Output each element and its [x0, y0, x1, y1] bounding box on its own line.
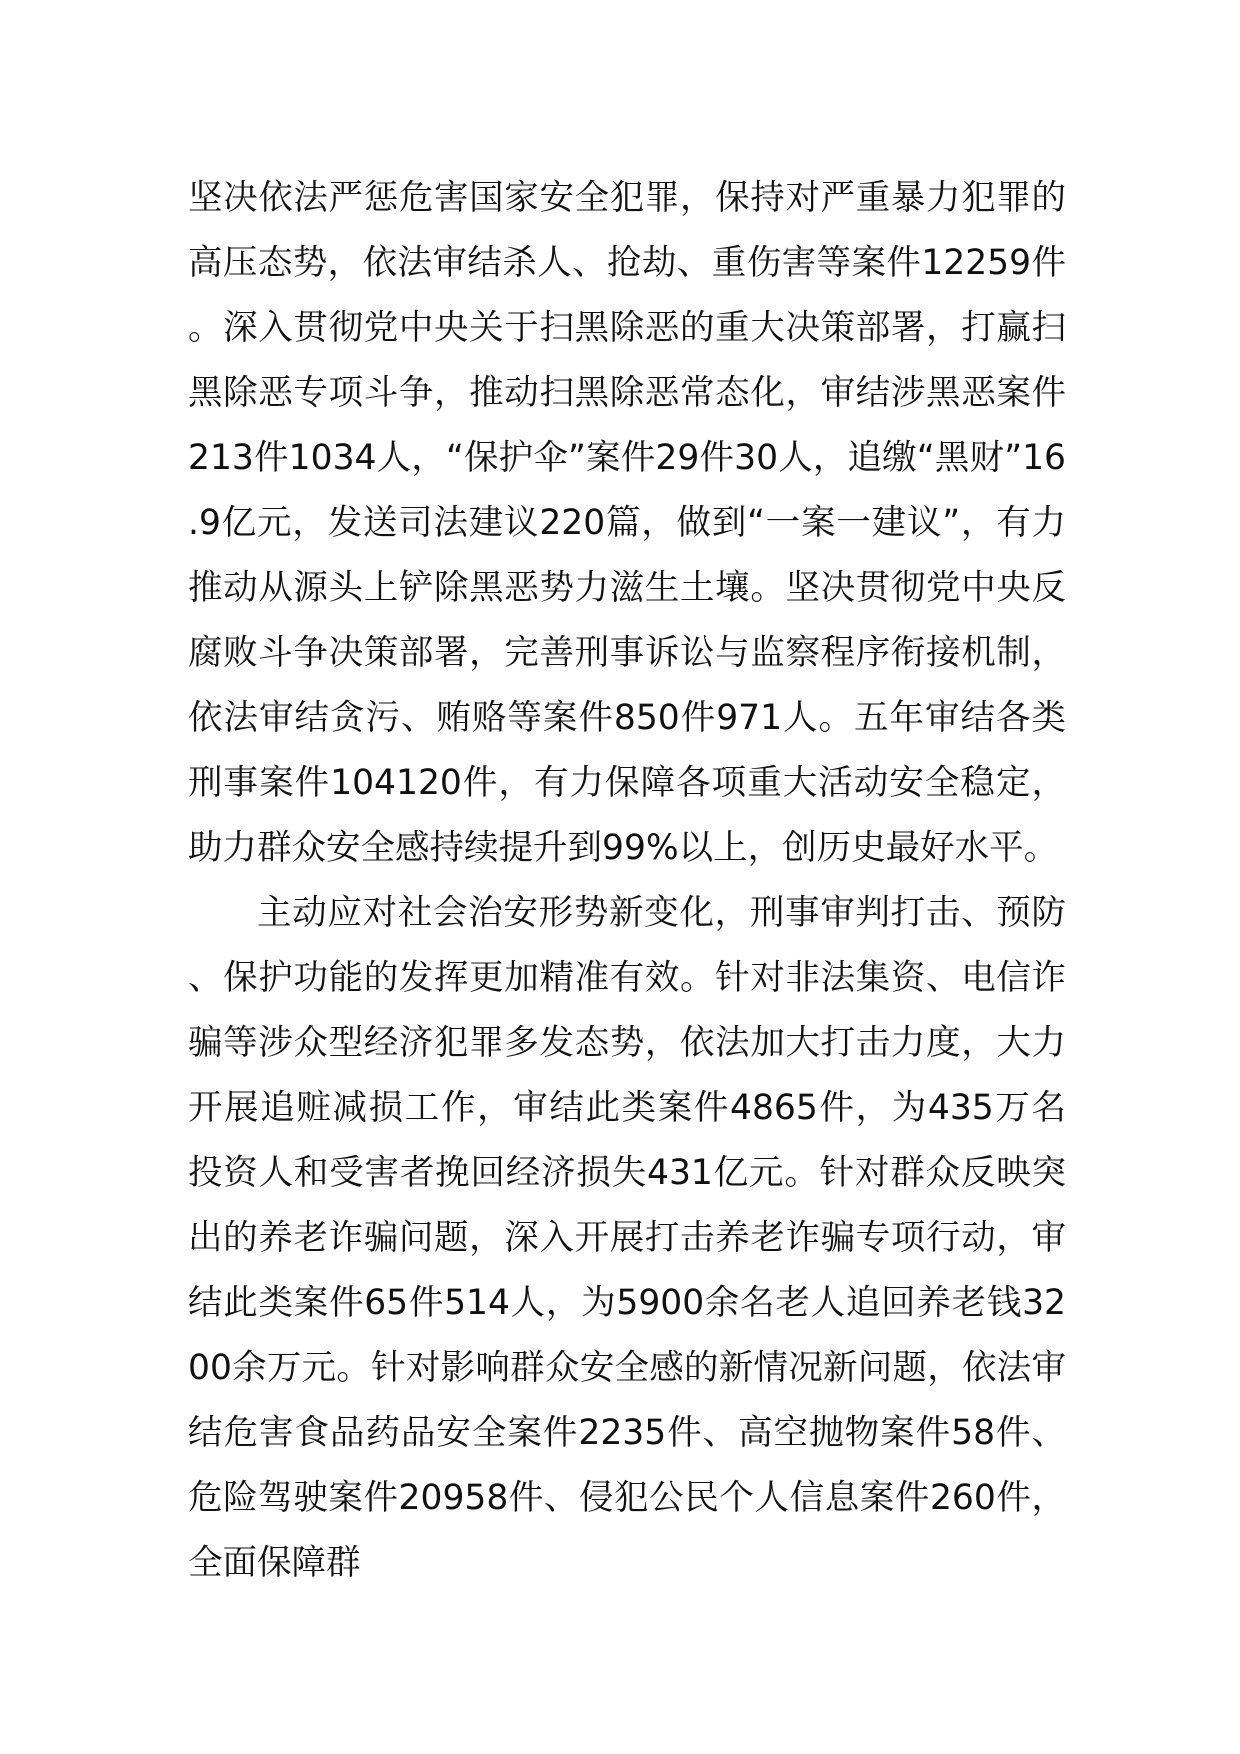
paragraph-criminal-trial: 主动应对社会治安形势新变化，刑事审判打击、预防、保护功能的发挥更加精准有效。针对非法集资、电信诈骗等涉众型经济犯罪多发态势，依法加大打击力度，大力开展追赃减损工作，审结此类案件4865件，为435万名投资人和受害者挽回经济损失431亿元。针对群众反映突出的养老诈骗问题，深入开展打击养老诈骗专项行动，审结此类案件65件514人，为5900余名老人追回养老钱3200余万元。针对影响群众安全感的新情况新问题，依法审结危害食品药品安全案件2235件、高空抛物案件58件、危险驾驶案件20958件、侵犯公民个人信息案件260件，全面保障群: [188, 893, 1066, 1583]
paragraph-continued: 坚决依法严惩危害国家安全犯罪，保持对严重暴力犯罪的高压态势，依法审结杀人、抢劫、重伤害等案件12259件。深入贯彻党中央关于扫黑除恶的重大决策部署，打赢扫黑除恶专项斗争，推动扫黑除恶常态化，审结涉黑恶案件213件1034人，“保护伞”案件29件30人，追缴“黑财”16.9亿元，发送司法建议220篇，做到“一案一建议”，有力推动从源头上铲除黑恶势力滋生土壤。坚决贯彻党中央反腐败斗争决策部署，完善刑事诉讼与监察程序衔接机制，依法审结贪污、贿赂等案件850件971人。五年审结各类刑事案件104120件，有力保障各项重大活动安全稳定，助力群众安全感持续提升到99%以上，创历史最好水平。: [188, 178, 1066, 868]
document-body: [188, 166, 1066, 1596]
